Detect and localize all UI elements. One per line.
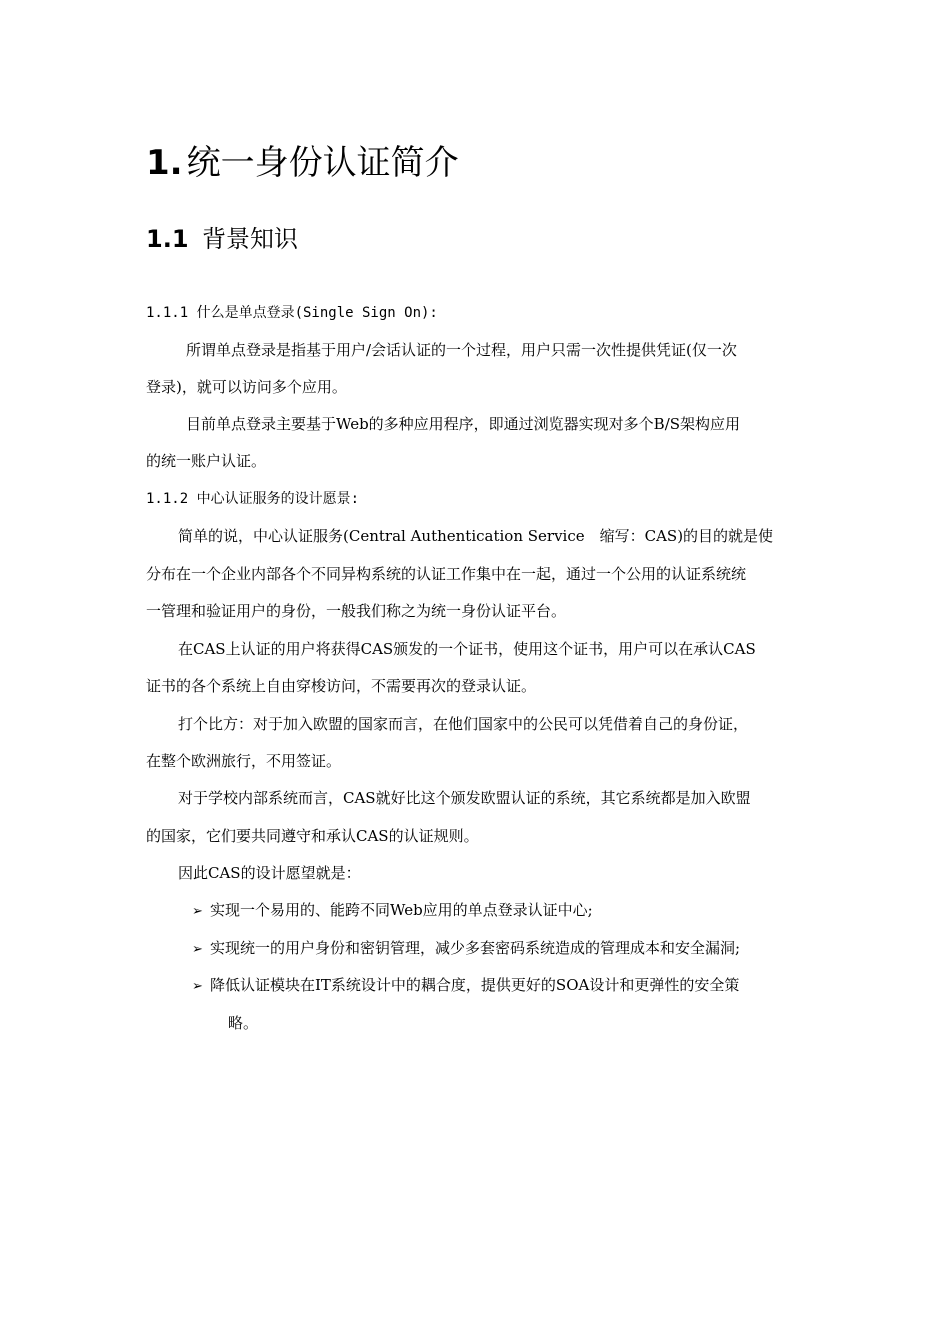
paragraph-line: 的统一账户认证。	[146, 452, 267, 470]
list-item-text: 实现一个易用的、能跨不同Web应用的单点登录认证中心;	[210, 901, 593, 919]
paragraph-line: 在CAS上认证的用户将获得CAS颁发的一个证书，使用这个证书，用户可以在承认CAS	[178, 640, 756, 658]
paragraph-line: 证书的各个系统上自由穿梭访问，不需要再次的登录认证。	[146, 677, 537, 695]
paragraph-line: 登录)，就可以访问多个应用。	[146, 378, 347, 396]
arrow-right-icon: ➢	[192, 942, 203, 957]
paragraph-line: 对于学校内部系统而言，CAS就好比这个颁发欧盟认证的系统，其它系统都是加入欧盟	[178, 789, 751, 807]
chapter-number: 1.	[146, 143, 183, 183]
section-number: 1.1	[146, 225, 189, 253]
paragraph-line: 的国家，它们要共同遵守和承认CAS的认证规则。	[146, 827, 479, 845]
subsection-title-1-1-1: 1.1.1 什么是单点登录(Single Sign On):	[146, 305, 438, 321]
subsection-title-1-1-2: 1.1.2 中心认证服务的设计愿景:	[146, 491, 360, 507]
paragraph-line: 一管理和验证用户的身份，一般我们称之为统一身份认证平台。	[146, 602, 567, 620]
list-item	[192, 974, 812, 998]
paragraph-line: 打个比方：对于加入欧盟的国家而言，在他们国家中的公民可以凭借着自己的身份证，	[178, 715, 749, 733]
list-item	[192, 899, 812, 923]
section-heading	[146, 222, 298, 256]
chapter-heading	[146, 140, 459, 186]
paragraph-line: 简单的说，中心认证服务(Central Authentication Service 缩写：CAS)的目的就是使	[178, 527, 774, 545]
arrow-right-icon: ➢	[192, 904, 203, 919]
paragraph-line: 所谓单点登录是指基于用户/会话认证的一个过程，用户只需一次性提供凭证(仅一次	[186, 341, 737, 359]
chapter-title: 统一身份认证简介	[186, 143, 459, 183]
paragraph-line: 目前单点登录主要基于Web的多种应用程序，即通过浏览器实现对多个B/S架构应用	[186, 415, 741, 433]
list-item	[192, 937, 812, 961]
list-item-text: 降低认证模块在IT系统设计中的耦合度，提供更好的SOA设计和更弹性的安全策	[210, 976, 740, 994]
section-title: 背景知识	[202, 225, 298, 253]
paragraph-line: 因此CAS的设计愿望就是：	[178, 864, 361, 882]
list-item-continuation: 略。	[228, 1014, 259, 1032]
paragraph-line: 在整个欧洲旅行，不用签证。	[146, 752, 342, 770]
paragraph-line: 分布在一个企业内部各个不同异构系统的认证工作集中在一起，通过一个公用的认证系统统	[146, 565, 747, 583]
arrow-right-icon: ➢	[192, 979, 203, 994]
list-item-text: 实现统一的用户身份和密钥管理，减少多套密码系统造成的管理成本和安全漏洞;	[210, 939, 741, 957]
